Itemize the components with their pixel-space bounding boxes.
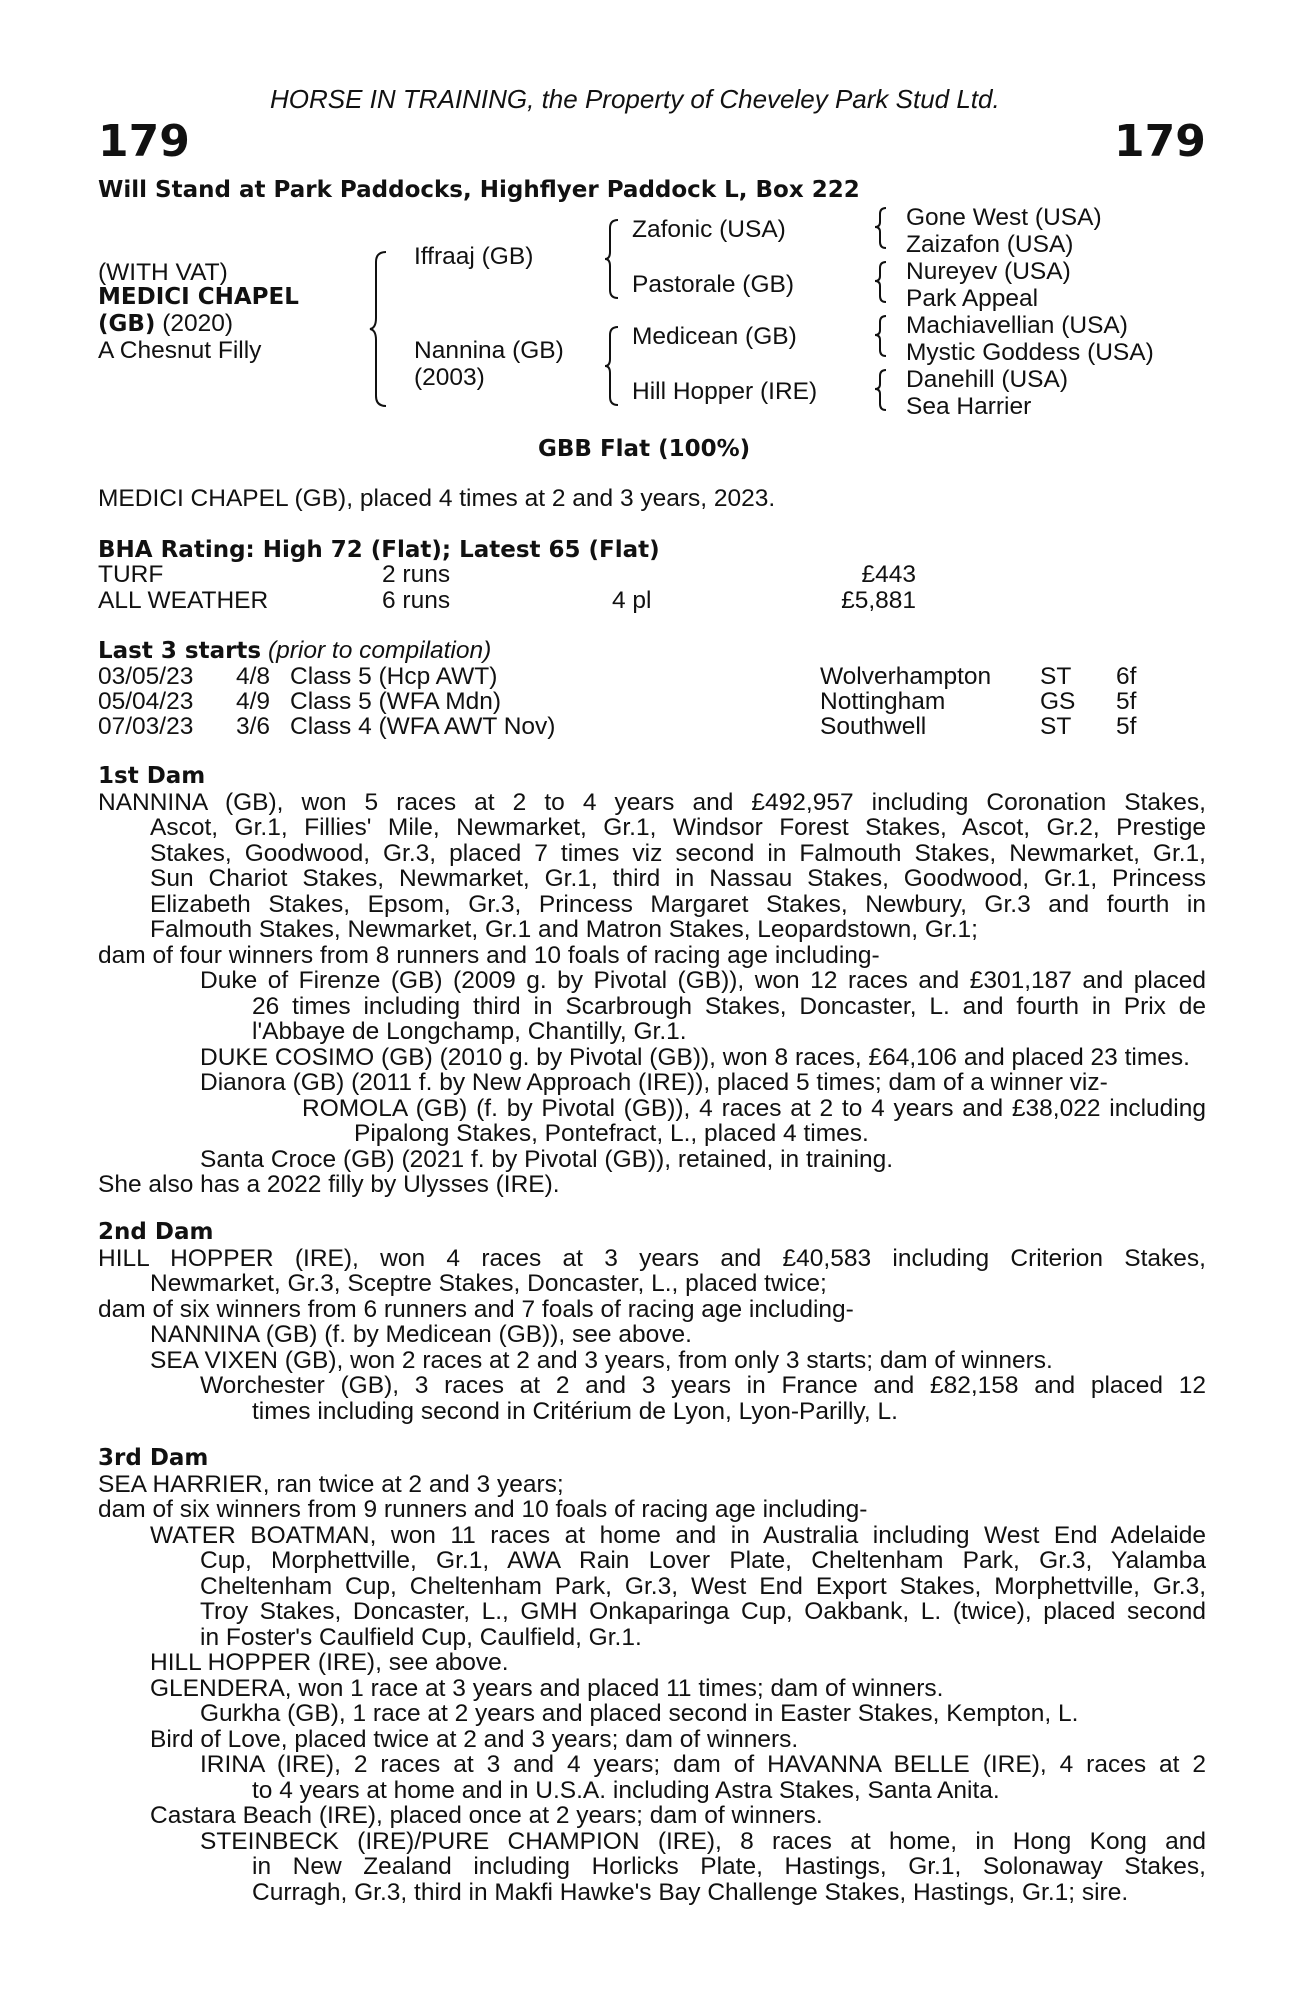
lot-number-left: 179 [98,116,190,167]
first-dam-line: dam of four winners from 8 runners and 10 foals of racing age including- [98,941,880,969]
pedigree-bracket-g12 [874,206,888,250]
first-dam-line: Duke of Firenze (GB) (2009 g. by Pivotal (GB)), won 12 races and £301,187 and placed [200,967,1206,994]
rating-heading: BHA Rating: High 72 (Flat); Latest 65 (Flat) [98,537,660,563]
pedigree-g1: Gone West (USA) [906,204,1102,231]
start-course: Nottingham [820,688,946,715]
page-title: HORSE IN TRAINING, the Property of Cheveley Park Stud Ltd. [270,84,1000,114]
lot-number-right: 179 [1114,116,1206,167]
first-dam-line: Stakes, Goodwood, Gr.3, placed 7 times viz second in Falmouth Stakes, Newmarket, Gr.1, [150,839,1206,867]
third-dam-line: WATER BOATMAN, won 11 races at home and in Australia including West End Adelaide [150,1521,1206,1549]
third-dam-line: GLENDERA, won 1 race at 3 years and placed 11 times; dam of winners. [150,1674,944,1702]
last-starts-title: Last 3 starts [98,638,262,664]
first-dam-line: Santa Croce (GB) (2021 f. by Pivotal (GB)), retained, in training. [200,1145,894,1173]
pedigree-g7: Danehill (USA) [906,366,1069,393]
pedigree-g6: Mystic Goddess (USA) [906,339,1154,366]
last-start-row [98,664,1198,690]
pedigree-g8: Sea Harrier [906,393,1032,420]
rating-surface: ALL WEATHER [98,587,269,614]
second-dam-line: HILL HOPPER (IRE), won 4 races at 3 years and £40,583 including Criterion Stakes, [98,1244,1206,1272]
third-dam-line: STEINBECK (IRE)/PURE CHAMPION (IRE), 8 races at home, in Hong Kong and [200,1827,1206,1855]
pedigree-dam-dam: Hill Hopper (IRE) [632,378,818,405]
last-starts-note: (prior to compilation) [267,637,492,664]
pedigree-dam-sire: Medicean (GB) [632,323,797,350]
gbb-rating: GBB Flat (100%) [538,436,751,462]
third-dam-line: Curragh, Gr.3, third in Makfi Hawke's Bay Challenge Stakes, Hastings, Gr.1; sire. [252,1878,1129,1906]
start-position: 3/6 [236,713,271,740]
start-race: Class 5 (Hcp AWT) [290,663,498,690]
third-dam-line: Cup, Morphettville, Gr.1, AWA Rain Lover Plate, Cheltenham Park, Gr.3, Yalamba [200,1547,1206,1574]
second-dam-line: dam of six winners from 6 runners and 7 foals of racing age including- [98,1295,854,1323]
start-distance: 6f [1116,663,1137,690]
first-dam-line: Pipalong Stakes, Pontefract, L., placed 4 times. [354,1120,869,1147]
first-dam-line: Falmouth Stakes, Newmarket, Gr.1 and Matron Stakes, Leopardstown, Gr.1; [150,916,978,943]
stand-location: Will Stand at Park Paddocks, Highflyer Paddock L, Box 222 [98,177,860,203]
rating-placed: 4 pl [612,587,652,614]
pedigree-bracket-g56 [874,314,888,358]
horse-name: MEDICI CHAPEL [98,284,299,310]
pedigree-sire-sire: Zafonic (USA) [632,216,786,243]
third-dam-line: to 4 years at home and in U.S.A. including Astra Stakes, Santa Anita. [252,1776,1000,1804]
first-dam-line: ROMOLA (GB) (f. by Pivotal (GB)), 4 races at 2 to 4 years and £38,022 including [302,1094,1206,1122]
third-dam-line: Cheltenham Cup, Cheltenham Park, Gr.3, West End Export Stakes, Morphettville, Gr.3, [200,1572,1206,1600]
horse-country: (GB) [98,311,156,337]
pedigree-bracket-dam [604,325,620,407]
first-dam-line: Elizabeth Stakes, Epsom, Gr.3, Princess Margaret Stakes, Newbury, Gr.3 and fourth in [150,890,1206,918]
third-dam-line: SEA HARRIER, ran twice at 2 and 3 years; [98,1470,564,1498]
first-dam-line: DUKE COSIMO (GB) (2010 g. by Pivotal (GB)), won 8 races, £64,106 and placed 23 times. [200,1043,1190,1071]
first-dam-line: Sun Chariot Stakes, Newmarket, Gr.1, third in Nassau Stakes, Goodwood, Gr.1, Princess [150,865,1206,892]
rating-runs: 6 runs [382,587,451,614]
start-position: 4/9 [236,688,271,715]
last-starts-heading [98,638,491,665]
third-dam-section [98,1446,1206,1905]
start-course: Southwell [820,713,927,740]
summary-line: MEDICI CHAPEL (GB), placed 4 times at 2 and 3 years, 2023. [98,485,776,512]
third-dam-line: HILL HOPPER (IRE), see above. [150,1649,509,1676]
second-dam-line: Newmarket, Gr.3, Sceptre Stakes, Doncaster, L., placed twice; [150,1270,827,1297]
rating-earnings: £5,881 [841,587,916,614]
pedigree-bracket-main [368,250,388,408]
horse-year: (2020) [162,310,234,337]
last-start-row [98,689,1198,715]
third-dam-heading: 3rd Dam [98,1445,209,1471]
first-dam-line: 26 times including third in Scarbrough Stakes, Doncaster, L. and fourth in Prix de [252,992,1206,1020]
pedigree-bracket-g34 [874,260,888,304]
pedigree-sire: Iffraaj (GB) [414,243,534,270]
second-dam-line: times including second in Critérium de Lyon, Lyon-Parilly, L. [252,1397,898,1425]
last-start-row [98,714,1198,740]
first-dam-line: She also has a 2022 filly by Ulysses (IRE). [98,1171,560,1198]
start-going: ST [1040,713,1072,740]
pedigree-g2: Zaizafon (USA) [906,231,1074,258]
vat-note: (WITH VAT) [98,259,228,286]
start-course: Wolverhampton [820,663,992,690]
second-dam-heading: 2nd Dam [98,1219,214,1245]
pedigree-g5: Machiavellian (USA) [906,312,1128,339]
start-race: Class 4 (WFA AWT Nov) [290,713,556,740]
second-dam-line: SEA VIXEN (GB), won 2 races at 2 and 3 years, from only 3 starts; dam of winners. [150,1346,1053,1374]
third-dam-line: dam of six winners from 9 runners and 10 foals of racing age including- [98,1496,868,1523]
rating-row-turf [98,562,1198,588]
pedigree-sire-dam: Pastorale (GB) [632,271,795,298]
start-distance: 5f [1116,713,1137,740]
rating-row-allweather [98,588,1198,614]
rating-runs: 2 runs [382,561,451,588]
pedigree-bracket-sire [604,218,620,300]
pedigree-dam-year: (2003) [414,364,485,391]
horse-description: A Chesnut Filly [98,337,262,364]
second-dam-section [98,1220,1206,1424]
third-dam-line: Castara Beach (IRE), placed once at 2 years; dam of winners. [150,1802,823,1829]
third-dam-line: Troy Stakes, Doncaster, L., GMH Onkaparinga Cup, Oakbank, L. (twice), placed second [200,1598,1206,1625]
first-dam-section [98,764,1206,1198]
pedigree-g3: Nureyev (USA) [906,258,1071,285]
first-dam-line: NANNINA (GB), won 5 races at 2 to 4 years and £492,957 including Coronation Stakes, [98,788,1206,816]
start-date: 05/04/23 [98,688,194,715]
first-dam-line: Dianora (GB) (2011 f. by New Approach (IRE)), placed 5 times; dam of a winner viz- [200,1069,1108,1096]
rating-surface: TURF [98,561,164,588]
start-distance: 5f [1116,688,1137,715]
start-position: 4/8 [236,663,271,690]
third-dam-line: in Foster's Caulfield Cup, Caulfield, Gr.1. [200,1623,642,1651]
start-race: Class 5 (WFA Mdn) [290,688,502,715]
first-dam-line: l'Abbaye de Longchamp, Chantilly, Gr.1. [252,1018,687,1045]
pedigree-bracket-g78 [874,368,888,412]
third-dam-line: in New Zealand including Horlicks Plate, Hastings, Gr.1, Solonaway Stakes, [252,1853,1206,1880]
third-dam-line: IRINA (IRE), 2 races at 3 and 4 years; dam of HAVANNA BELLE (IRE), 4 races at 2 [200,1751,1206,1778]
first-dam-line: Ascot, Gr.1, Fillies' Mile, Newmarket, Gr.1, Windsor Forest Stakes, Ascot, Gr.2, Prestige [150,814,1206,841]
pedigree-g4: Park Appeal [906,285,1039,312]
horse-origin [98,311,233,338]
second-dam-line: NANNINA (GB) (f. by Medicean (GB)), see above. [150,1321,692,1348]
start-going: GS [1040,688,1076,715]
start-date: 03/05/23 [98,663,194,690]
third-dam-line: Gurkha (GB), 1 race at 2 years and placed second in Easter Stakes, Kempton, L. [200,1700,1079,1727]
rating-earnings: £443 [861,561,916,588]
start-date: 07/03/23 [98,713,194,740]
first-dam-heading: 1st Dam [98,763,206,789]
third-dam-line: Bird of Love, placed twice at 2 and 3 years; dam of winners. [150,1725,799,1753]
pedigree-dam: Nannina (GB) [414,337,564,364]
start-going: ST [1040,663,1072,690]
second-dam-line: Worchester (GB), 3 races at 2 and 3 years in France and £82,158 and placed 12 [200,1372,1206,1399]
